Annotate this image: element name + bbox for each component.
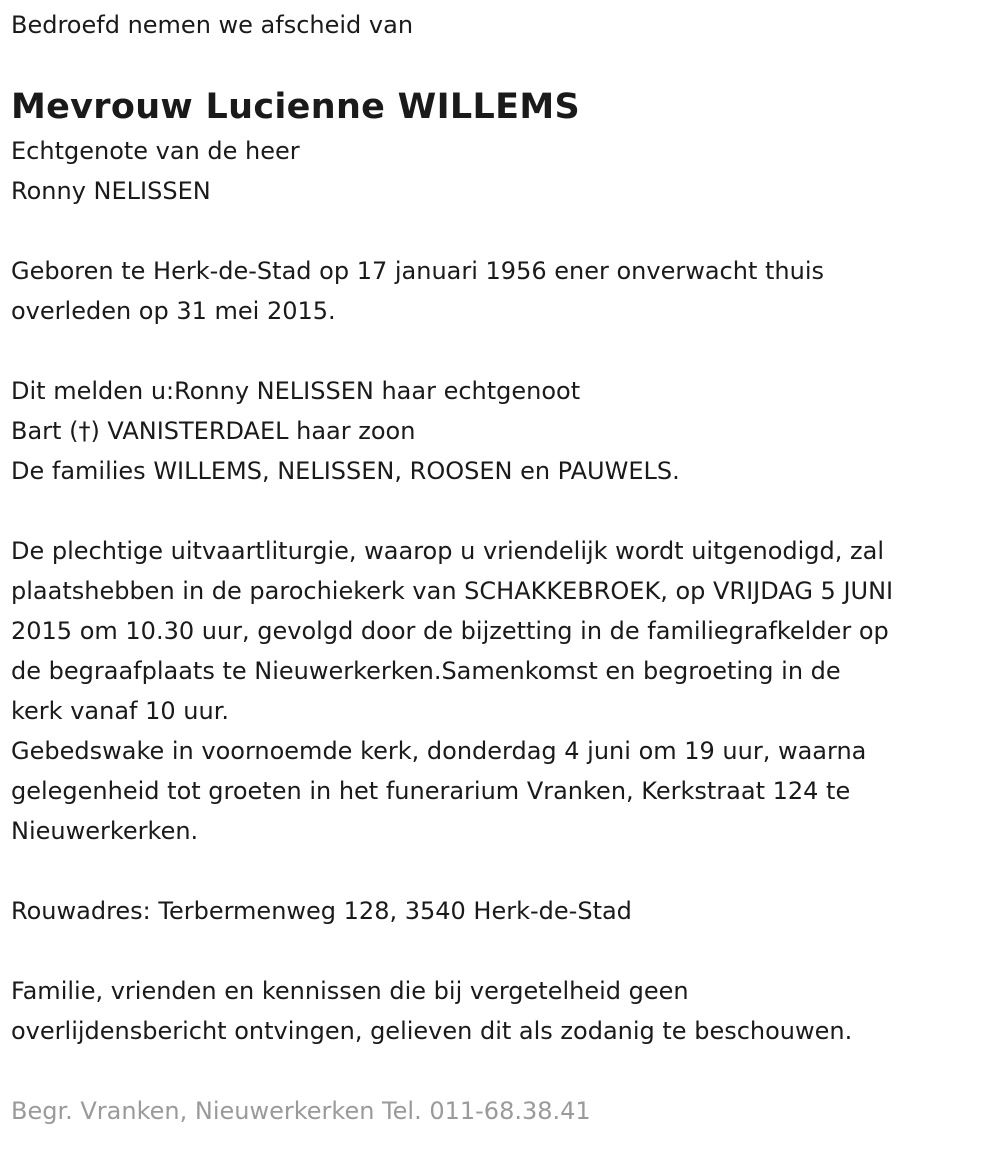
ceremony-line: Nieuwerkerken. xyxy=(11,817,199,845)
spacer xyxy=(11,851,990,891)
notice-section xyxy=(11,971,990,1051)
spacer xyxy=(11,931,990,971)
birth-death-section xyxy=(11,251,990,331)
birth-death-line: Geboren te Herk-de-Stad op 17 januari 1956 ener onverwacht thuis xyxy=(11,257,824,285)
ceremony-line: Gebedswake in voornoemde kerk, donderdag 4 juni om 19 uur, waarna xyxy=(11,737,867,765)
ceremony-line: de begraafplaats te Nieuwerkerken.Samenkomst en begroeting in de xyxy=(11,657,841,685)
notice-line: Familie, vrienden en kennissen die bij vergetelheid geen xyxy=(11,977,689,1005)
spacer xyxy=(11,331,990,371)
spacer xyxy=(11,491,990,531)
mourning-address: Rouwadres: Terbermenweg 128, 3540 Herk-de-Stad xyxy=(11,897,632,925)
intro-text: Bedroefd nemen we afscheid van xyxy=(11,11,414,39)
spacer xyxy=(11,1051,990,1091)
announced-by-line: Dit melden u:Ronny NELISSEN haar echtgenoot xyxy=(11,377,581,405)
announced-by-line: Bart (†) VANISTERDAEL haar zoon xyxy=(11,417,416,445)
announced-by-section xyxy=(11,371,990,491)
ceremony-line: kerk vanaf 10 uur. xyxy=(11,697,229,725)
funeral-home-contact: Begr. Vranken, Nieuwerkerken Tel. 011-68.38.41 xyxy=(11,1097,591,1125)
ceremony-line: De plechtige uitvaartliturgie, waarop u vriendelijk wordt uitgenodigd, zal xyxy=(11,537,884,565)
deceased-name: Mevrouw Lucienne WILLEMS xyxy=(11,87,580,127)
announced-by-line: De families WILLEMS, NELISSEN, ROOSEN en PAUWELS. xyxy=(11,457,680,485)
ceremony-line: plaatshebben in de parochiekerk van SCHAKKEBROEK, op VRIJDAG 5 JUNI xyxy=(11,577,894,605)
spouse-line: Echtgenote van de heer xyxy=(11,137,300,165)
ceremony-line: 2015 om 10.30 uur, gevolgd door de bijzetting in de familiegrafkelder op xyxy=(11,617,889,645)
spacer xyxy=(11,211,990,251)
notice-line: overlijdensbericht ontvingen, gelieven dit als zodanig te beschouwen. xyxy=(11,1017,853,1045)
ceremony-section xyxy=(11,531,990,851)
birth-death-line: overleden op 31 mei 2015. xyxy=(11,297,336,325)
spouse-section xyxy=(11,131,990,211)
ceremony-line: gelegenheid tot groeten in het funerarium Vranken, Kerkstraat 124 te xyxy=(11,777,851,805)
spouse-name: Ronny NELISSEN xyxy=(11,177,211,205)
obituary-notice xyxy=(0,5,1000,1155)
